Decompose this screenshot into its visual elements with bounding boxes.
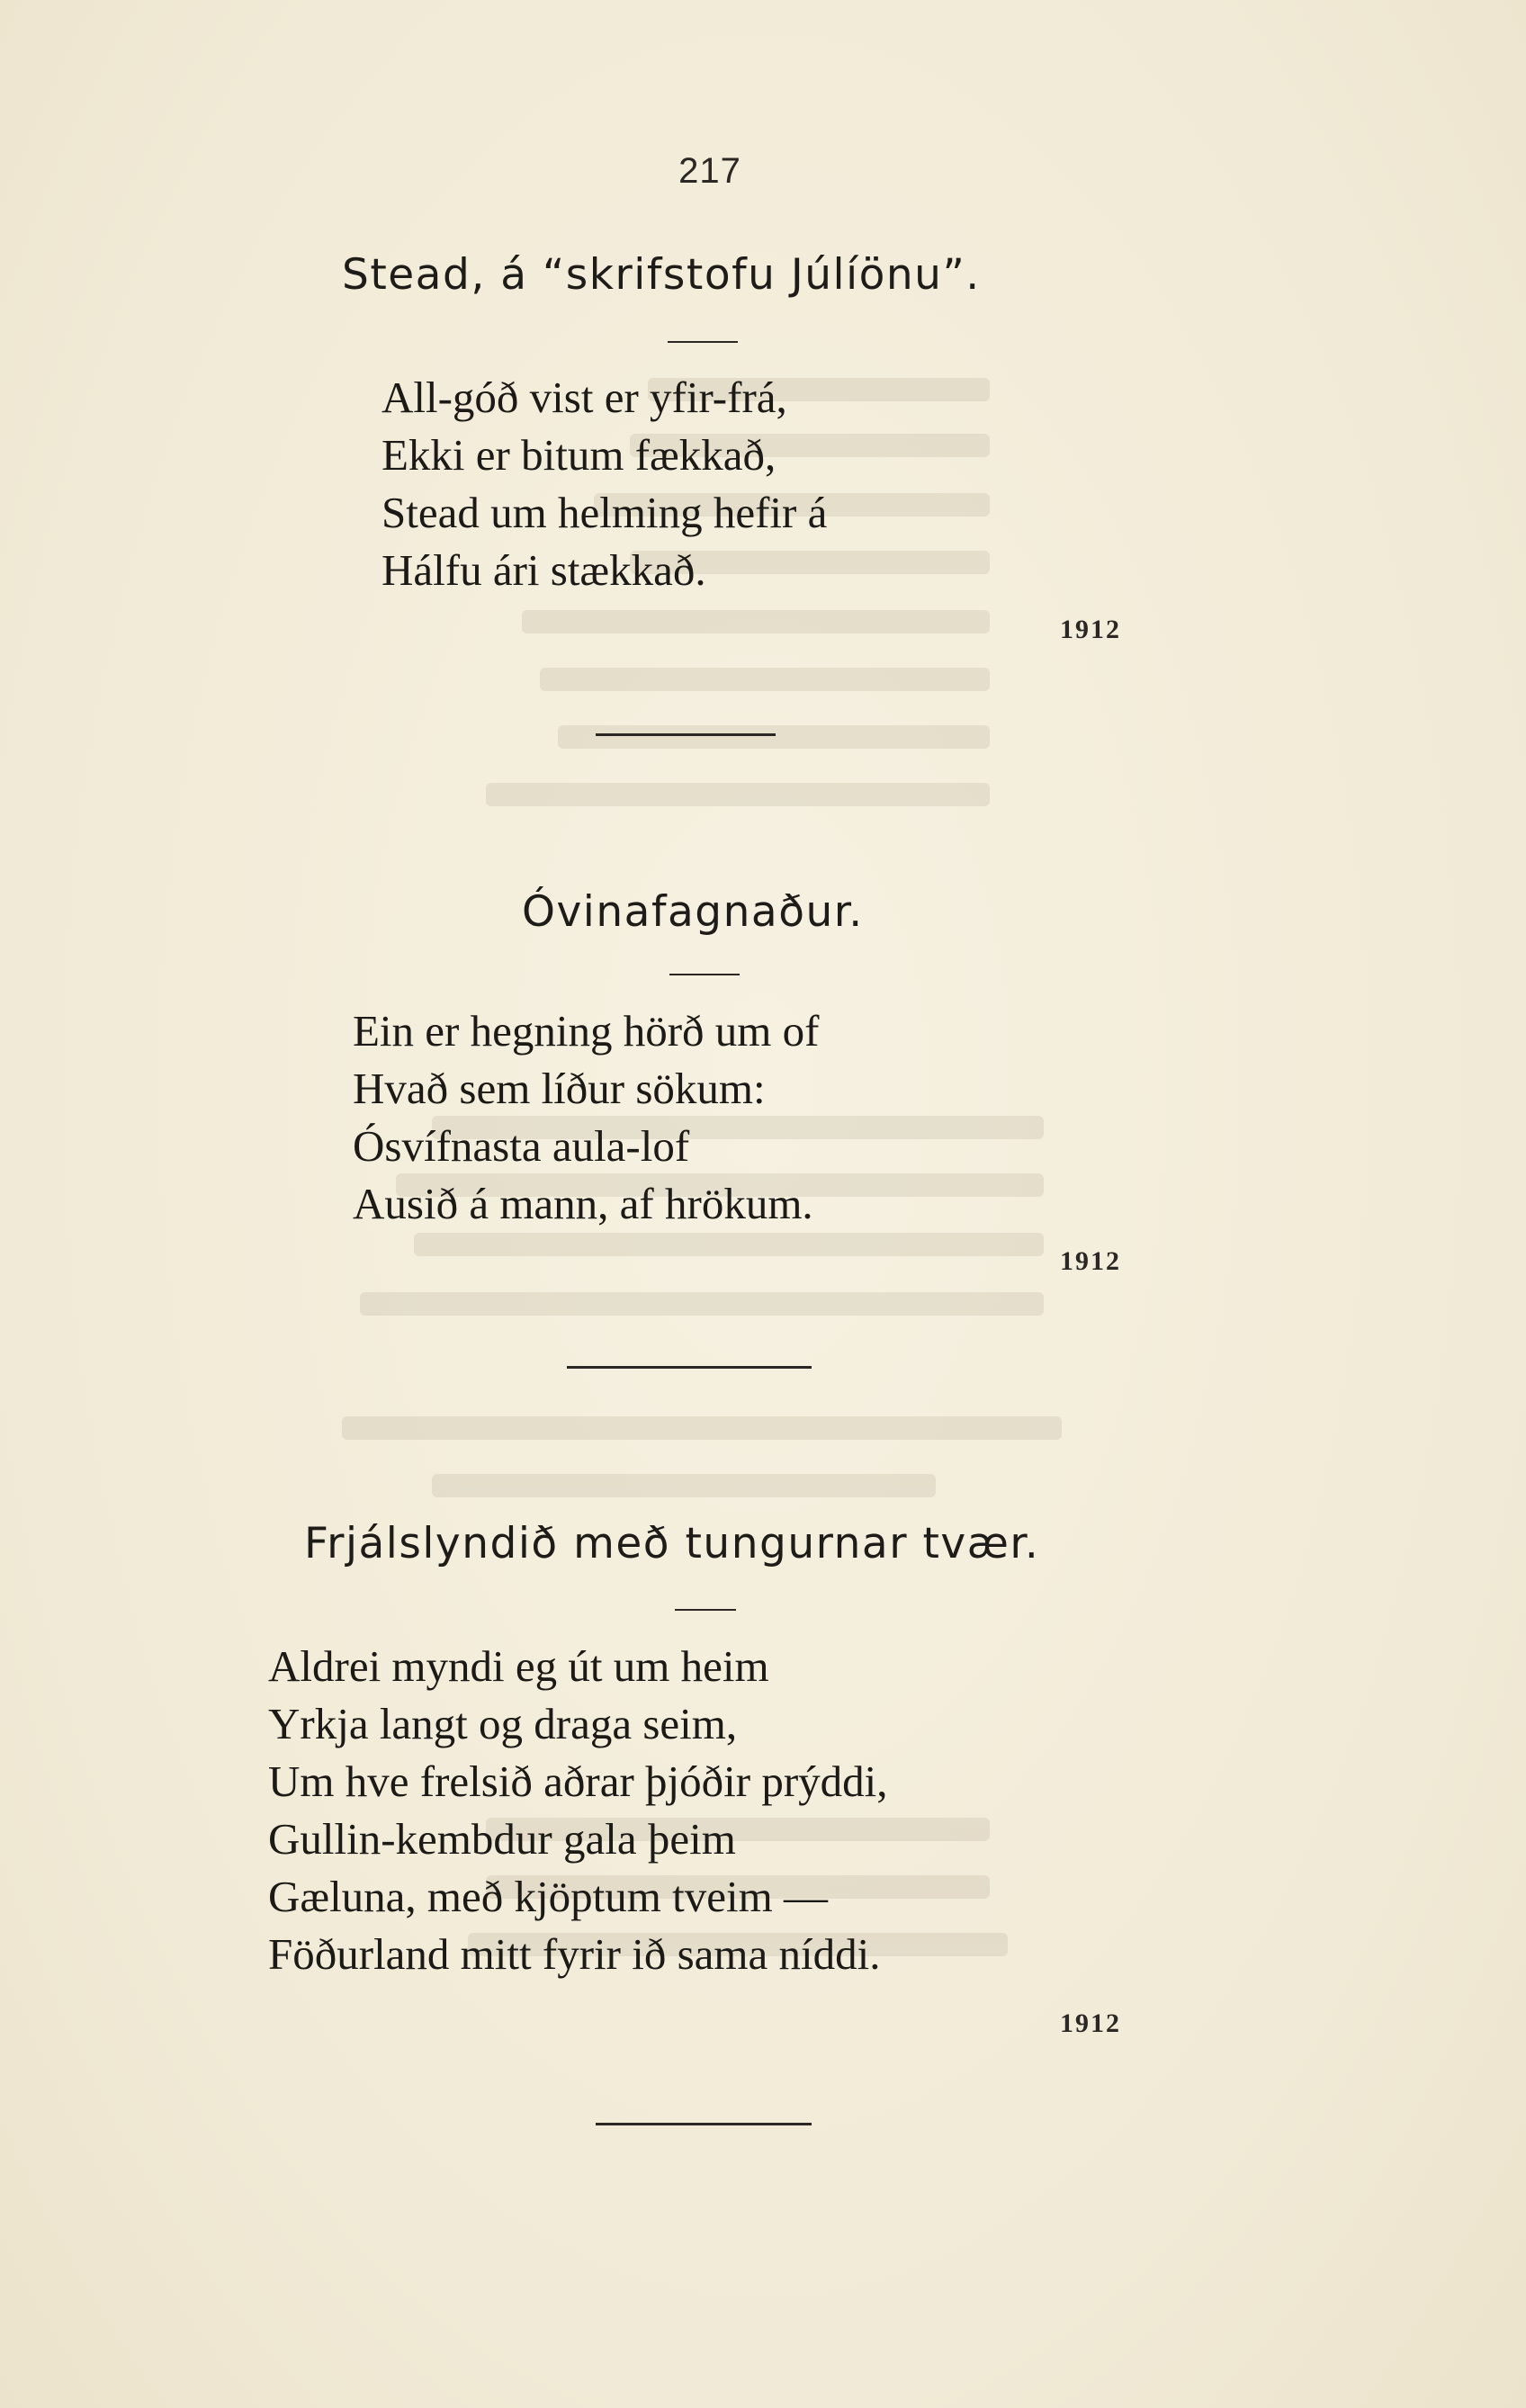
verse-line: Stead um helming hefir á bbox=[382, 488, 828, 537]
verse-line: Gullin-kembdur gala þeim bbox=[268, 1814, 736, 1864]
title-rule bbox=[675, 1609, 736, 1611]
verse-line: Hvað sem líður sökum: bbox=[353, 1064, 766, 1113]
page-number: 217 bbox=[678, 151, 741, 191]
verse-line: Föðurland mitt fyrir ið sama níddi. bbox=[268, 1929, 881, 1979]
poem-title: Óvinafagnaður. bbox=[522, 887, 864, 937]
verse-line: Ekki er bitum fækkað, bbox=[382, 430, 776, 480]
poem-year: 1912 bbox=[1060, 615, 1121, 644]
verse-line: Aldrei myndi eg út um heim bbox=[268, 1641, 769, 1691]
title-rule bbox=[669, 974, 740, 975]
verse-line: Yrkja langt og draga seim, bbox=[268, 1699, 738, 1748]
section-divider bbox=[567, 1366, 812, 1369]
verse-line: Ein er hegning hörð um of bbox=[353, 1006, 820, 1056]
section-divider bbox=[596, 2123, 812, 2125]
verse-line: Um hve frelsið aðrar þjóðir prýddi, bbox=[268, 1757, 888, 1806]
poem-title: Frjálslyndið með tungurnar tvær. bbox=[304, 1519, 1040, 1568]
poem-stanza bbox=[268, 1638, 888, 1983]
verse-line: All-góð vist er yfir-frá, bbox=[382, 373, 787, 422]
title-rule bbox=[668, 341, 738, 343]
verse-line: Ausið á mann, af hrökum. bbox=[353, 1179, 813, 1228]
poem-stanza bbox=[382, 369, 827, 599]
verse-line: Gæluna, með kjöptum tveim — bbox=[268, 1872, 828, 1921]
verse-line: Hálfu ári stækkað. bbox=[382, 545, 706, 595]
poem-year: 1912 bbox=[1060, 2008, 1121, 2038]
section-divider bbox=[596, 733, 776, 736]
poem-title: Stead, á “skrifstofu Júlíönu”. bbox=[342, 250, 981, 300]
poem-year: 1912 bbox=[1060, 1246, 1121, 1276]
verse-line: Ósvífnasta aula-lof bbox=[353, 1121, 690, 1171]
poem-stanza bbox=[353, 1002, 819, 1233]
